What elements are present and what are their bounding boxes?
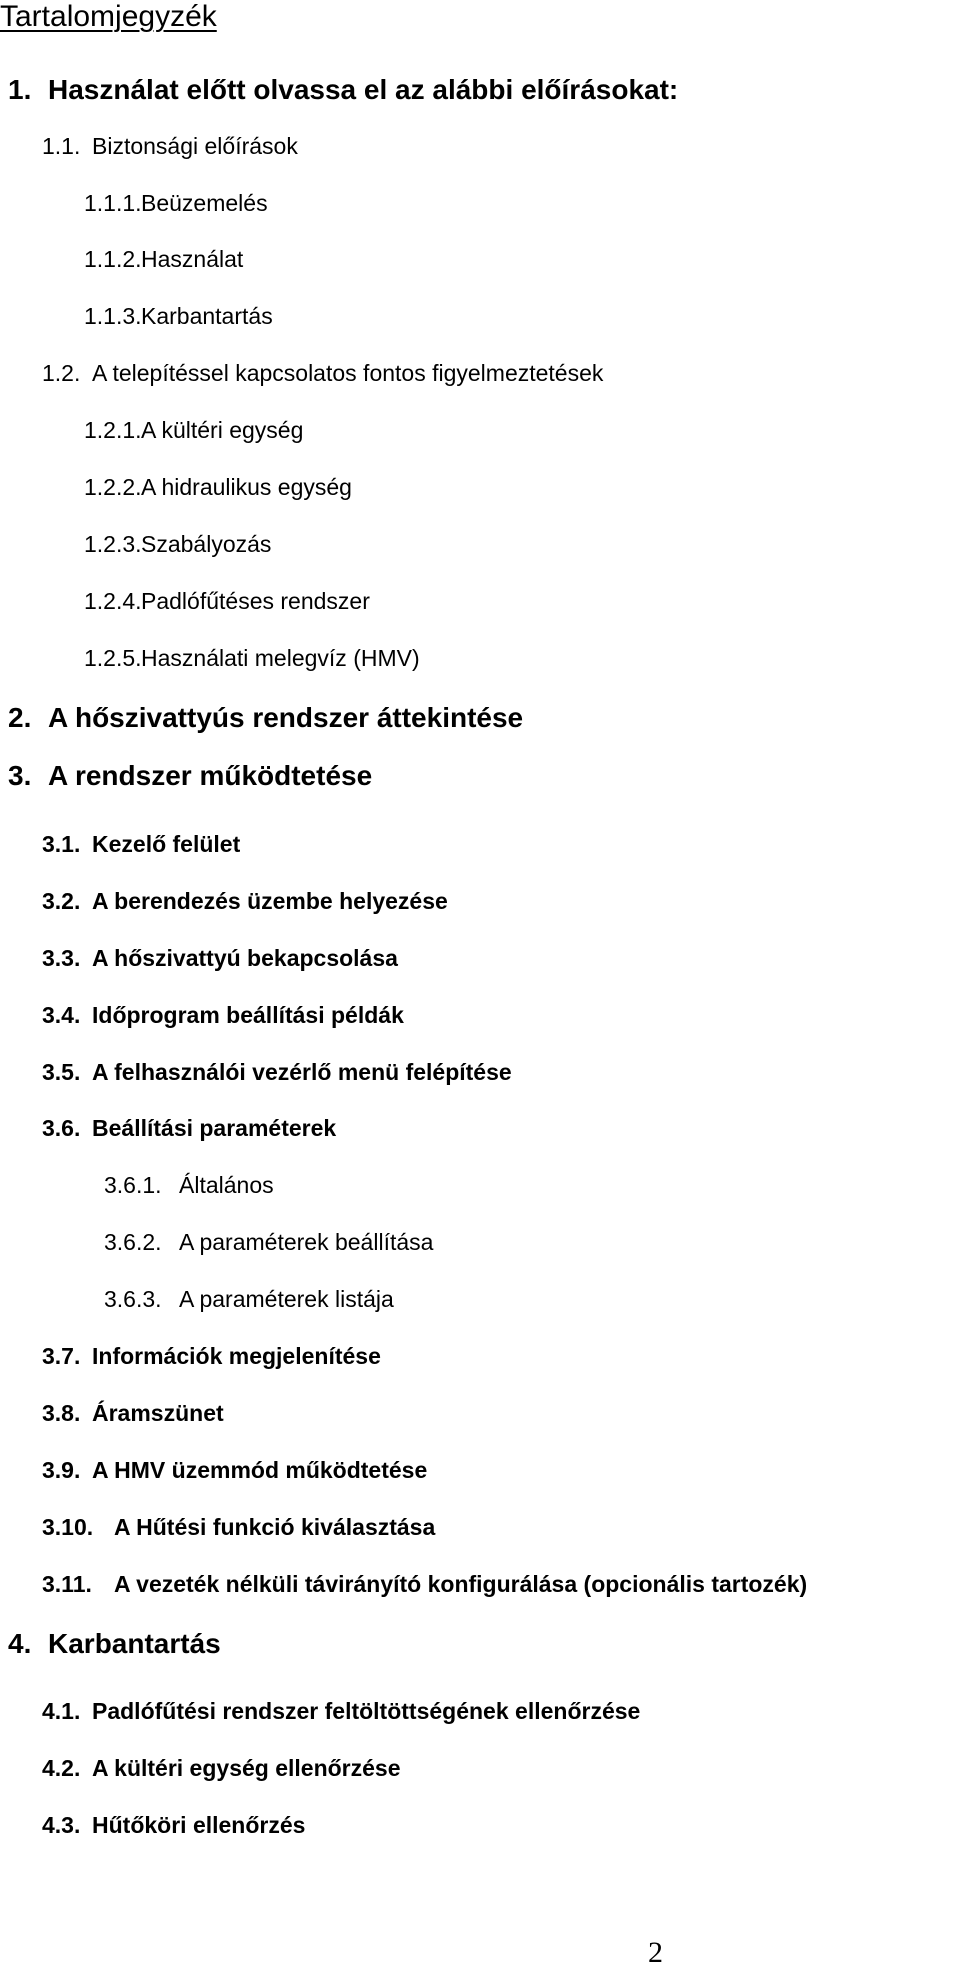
toc-entry-text: Áramszünet — [92, 1400, 224, 1426]
toc-entry-number: 3. — [8, 760, 32, 791]
toc-entry-number: 4.2. — [42, 1755, 81, 1781]
toc-entry-text: A kültéri egység ellenőrzése — [92, 1755, 401, 1781]
toc-entry-number: 3.8. — [42, 1400, 81, 1426]
toc-entry-number: 3.6. — [42, 1115, 81, 1141]
toc-entry-text: A telepítéssel kapcsolatos fontos figyelmeztetések — [92, 360, 604, 386]
page-number: 2 — [648, 1936, 663, 1969]
toc-entry-number: 3.9. — [42, 1457, 81, 1483]
toc-entry-text: Padlófűtéses rendszer — [141, 588, 370, 614]
toc-entry-text: Karbantartás — [141, 303, 273, 329]
toc-entry-number: 1.1. — [42, 133, 81, 159]
toc-entry-number: 1. — [8, 74, 32, 105]
toc-entry-text: Beállítási paraméterek — [92, 1115, 337, 1141]
toc-entry-text: Időprogram beállítási példák — [92, 1002, 404, 1028]
toc-entry-number: 1.2. — [42, 360, 81, 386]
toc-entry-text: A kültéri egység — [141, 417, 304, 443]
toc-entry — [42, 1570, 807, 1598]
toc-entry-text: A paraméterek beállítása — [179, 1229, 434, 1255]
toc-entry-text: Használati melegvíz (HMV) — [141, 645, 420, 671]
toc-entry-text: Használat előtt olvassa el az alábbi előírásokat: — [48, 74, 679, 105]
toc-entry-number: 1.1.3. — [84, 303, 142, 329]
toc-entry-number: 1.2.2. — [84, 474, 142, 500]
toc-entry-text: A rendszer működtetése — [48, 760, 373, 791]
toc-entry-number: 3.6.3. — [104, 1286, 162, 1312]
toc-entry-number: 1.1.1. — [84, 190, 142, 216]
toc-entry — [84, 189, 268, 217]
toc-entry — [42, 1001, 404, 1029]
toc-entry-text: Általános — [179, 1172, 274, 1198]
toc-entry — [84, 473, 352, 501]
toc-entry-text: Kezelő felület — [92, 831, 241, 857]
toc-entry — [42, 1697, 640, 1725]
toc-entry-number: 3.10. — [42, 1514, 94, 1540]
toc-entry — [42, 132, 298, 160]
toc-entry-text: A hőszivattyú bekapcsolása — [92, 945, 398, 971]
toc-entry-number: 1.2.1. — [84, 417, 142, 443]
toc-entry-number: 3.7. — [42, 1343, 81, 1369]
toc-entry — [42, 1811, 305, 1839]
toc-entry-text: A HMV üzemmód működtetése — [92, 1457, 428, 1483]
toc-entry-number: 3.1. — [42, 831, 81, 857]
toc-entry-number: 4. — [8, 1628, 32, 1659]
toc-entry — [84, 416, 303, 444]
toc-entry — [42, 944, 398, 972]
toc-entry-text: Információk megjelenítése — [92, 1343, 381, 1369]
toc-entry-text: Karbantartás — [48, 1628, 221, 1659]
toc-entry-text: A berendezés üzembe helyezése — [92, 888, 448, 914]
toc-entry — [42, 1058, 512, 1086]
toc-entry — [104, 1228, 433, 1256]
toc-entry — [42, 359, 603, 387]
toc-entry — [42, 830, 240, 858]
toc-entry-number: 1.2.4. — [84, 588, 142, 614]
toc-entry — [42, 1114, 336, 1142]
toc-entry — [104, 1285, 394, 1313]
toc-entry-text: Beüzemelés — [141, 190, 268, 216]
toc-entry — [42, 1513, 435, 1541]
toc-entry-number: 3.2. — [42, 888, 81, 914]
toc-entry-number: 3.6.1. — [104, 1172, 162, 1198]
toc-entry-number: 4.3. — [42, 1812, 81, 1838]
toc-entry-number: 1.2.5. — [84, 645, 142, 671]
toc-entry — [84, 644, 420, 672]
toc-entry-text: Hűtőköri ellenőrzés — [92, 1812, 306, 1838]
toc-entry-text: A paraméterek listája — [179, 1286, 394, 1312]
toc-entry-number: 1.2.3. — [84, 531, 142, 557]
toc-entry — [42, 887, 448, 915]
toc-entry — [8, 1628, 221, 1660]
toc-entry-text: Használat — [141, 246, 244, 272]
toc-entry-text: A hidraulikus egység — [141, 474, 352, 500]
toc-entry-text: A hőszivattyús rendszer áttekintése — [48, 702, 524, 733]
toc-entry-number: 3.6.2. — [104, 1229, 162, 1255]
toc-entry-text: Szabályozás — [141, 531, 272, 557]
toc-entry — [42, 1754, 401, 1782]
toc-entry — [84, 587, 370, 615]
toc-entry-text: A felhasználói vezérlő menü felépítése — [92, 1059, 512, 1085]
toc-entry-number: 3.3. — [42, 945, 81, 971]
toc-entry — [104, 1171, 274, 1199]
toc-entry — [42, 1456, 427, 1484]
toc-title: Tartalomjegyzék — [0, 0, 217, 33]
toc-entry — [8, 702, 523, 734]
toc-entry-number: 1.1.2. — [84, 246, 142, 272]
toc-entry — [8, 760, 372, 792]
toc-entry — [8, 74, 678, 106]
toc-entry — [42, 1342, 381, 1370]
toc-entry-number: 3.5. — [42, 1059, 81, 1085]
toc-entry-number: 3.4. — [42, 1002, 81, 1028]
toc-entry-text: A vezeték nélküli távirányító konfigurálása (opcionális tartozék) — [114, 1571, 808, 1597]
toc-entry — [84, 245, 243, 273]
toc-entry — [84, 302, 273, 330]
toc-entry-text: Biztonsági előírások — [92, 133, 298, 159]
toc-entry-text: A Hűtési funkció kiválasztása — [114, 1514, 436, 1540]
toc-entry-number: 2. — [8, 702, 32, 733]
toc-entry-number: 4.1. — [42, 1698, 81, 1724]
toc-entry-number: 3.11. — [42, 1571, 92, 1597]
toc-entry — [84, 530, 271, 558]
toc-entry-text: Padlófűtési rendszer feltöltöttségének ellenőrzése — [92, 1698, 641, 1724]
toc-entry — [42, 1399, 224, 1427]
